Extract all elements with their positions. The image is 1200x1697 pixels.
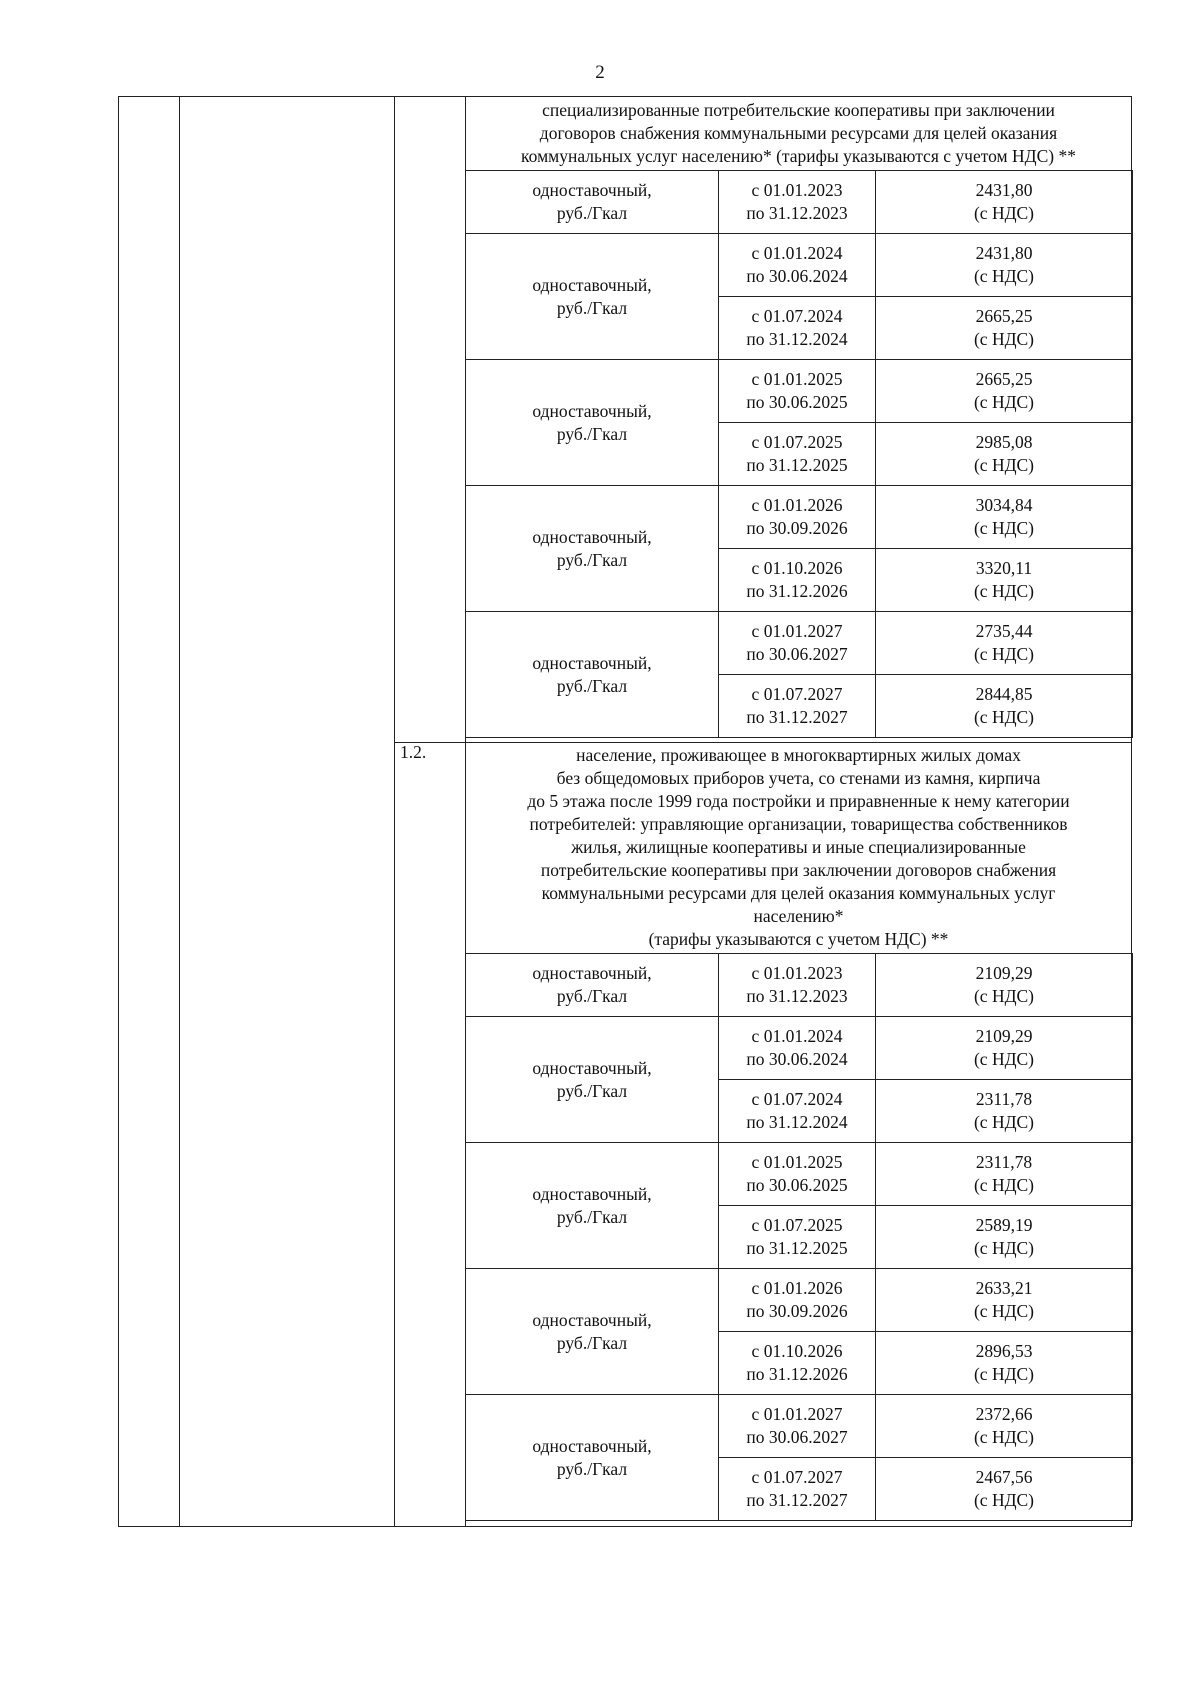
table-row xyxy=(466,486,1133,549)
period-from: с 01.07.2027 xyxy=(751,1467,843,1487)
tariff-value: 2896,53 xyxy=(975,1341,1033,1361)
tariff-value-cell xyxy=(876,1080,1133,1143)
table-row xyxy=(466,954,1133,1017)
section-header-line: коммунальными ресурсами для целей оказания коммунальных услуг xyxy=(541,883,1056,903)
period-cell xyxy=(719,297,876,360)
period-cell xyxy=(719,549,876,612)
tariff-value: 2589,19 xyxy=(975,1215,1033,1235)
vat-note: (с НДС) xyxy=(973,266,1035,286)
period-to: по 31.12.2024 xyxy=(746,329,848,349)
period-to: по 31.12.2027 xyxy=(746,707,848,727)
period-cell xyxy=(719,612,876,675)
period-to: по 30.09.2026 xyxy=(746,518,848,538)
period-to: по 30.06.2027 xyxy=(746,1427,848,1447)
vat-note: (с НДС) xyxy=(973,329,1035,349)
period-to: по 30.06.2024 xyxy=(746,266,848,286)
rate-type-label: одноставочный, xyxy=(532,274,652,295)
rate-type-cell xyxy=(466,612,719,738)
vat-note: (с НДС) xyxy=(973,518,1035,538)
tariff-section-1 xyxy=(465,96,1132,743)
period-from: с 01.01.2027 xyxy=(751,1404,843,1424)
section-header-line: специализированные потребительские кооперативы при заключении xyxy=(542,100,1055,120)
period-from: с 01.01.2023 xyxy=(751,180,843,200)
period-cell xyxy=(719,360,876,423)
period-from: с 01.07.2025 xyxy=(751,1215,843,1235)
period-cell xyxy=(719,486,876,549)
tariff-value: 2431,80 xyxy=(975,180,1033,200)
rate-type-cell xyxy=(466,1143,719,1269)
period-to: по 31.12.2025 xyxy=(746,1238,848,1258)
period-cell xyxy=(719,1143,876,1206)
tariff-value: 3320,11 xyxy=(975,558,1033,578)
vat-note: (с НДС) xyxy=(973,1490,1035,1510)
period-to: по 30.06.2024 xyxy=(746,1049,848,1069)
vat-note: (с НДС) xyxy=(973,1427,1035,1447)
tariff-value: 2633,21 xyxy=(975,1278,1033,1298)
tariff-value: 2372,66 xyxy=(975,1404,1033,1424)
page-number: 2 xyxy=(595,62,605,83)
period-from: с 01.07.2024 xyxy=(751,1089,843,1109)
period-cell xyxy=(719,954,876,1017)
period-to: по 31.12.2024 xyxy=(746,1112,848,1132)
tariff-value-cell xyxy=(876,1143,1133,1206)
tariff-value: 2844,85 xyxy=(975,684,1033,704)
rate-type-label: одноставочный, xyxy=(532,400,652,421)
period-cell xyxy=(719,1080,876,1143)
vat-note: (с НДС) xyxy=(973,203,1035,223)
tariff-value-cell xyxy=(876,1395,1133,1458)
unit-label: руб./Гкал xyxy=(556,549,628,570)
unit-label: руб./Гкал xyxy=(556,1080,628,1101)
vat-note: (с НДС) xyxy=(973,1301,1035,1321)
period-cell xyxy=(719,1017,876,1080)
period-from: с 01.07.2025 xyxy=(751,432,843,452)
tariff-value-cell xyxy=(876,1458,1133,1521)
section-header-line: жилья, жилищные кооперативы и иные специализированные xyxy=(571,837,1026,857)
period-from: с 01.01.2026 xyxy=(751,495,843,515)
tariff-value: 2109,29 xyxy=(975,1026,1033,1046)
period-to: по 30.06.2027 xyxy=(746,644,848,664)
rate-type-cell xyxy=(466,486,719,612)
tariff-value-cell xyxy=(876,486,1133,549)
tariff-table xyxy=(465,953,1133,1521)
period-cell xyxy=(719,675,876,738)
period-cell xyxy=(719,1458,876,1521)
unit-label: руб./Гкал xyxy=(556,297,628,318)
period-from: с 01.01.2024 xyxy=(751,1026,843,1046)
section-header-line: договоров снабжения коммунальными ресурсами для целей оказания xyxy=(539,123,1058,143)
vat-note: (с НДС) xyxy=(973,1112,1035,1132)
unit-label: руб./Гкал xyxy=(556,423,628,444)
vat-note: (с НДС) xyxy=(973,1175,1035,1195)
vat-note: (с НДС) xyxy=(973,644,1035,664)
table-row xyxy=(466,360,1133,423)
rate-type-cell xyxy=(466,171,719,234)
column-divider xyxy=(179,96,180,1527)
rate-type-cell xyxy=(466,1017,719,1143)
unit-label: руб./Гкал xyxy=(556,1458,628,1479)
tariff-value: 2311,78 xyxy=(975,1152,1033,1172)
period-from: с 01.01.2025 xyxy=(751,369,843,389)
section-header-line: потребительские кооперативы при заключении договоров снабжения xyxy=(540,860,1057,880)
period-to: по 30.09.2026 xyxy=(746,1301,848,1321)
rate-type-label: одноставочный, xyxy=(532,963,652,983)
tariff-table xyxy=(465,170,1133,738)
tariff-value: 2665,25 xyxy=(975,369,1033,389)
table-row xyxy=(466,234,1133,297)
rate-type-label: одноставочный, xyxy=(532,1057,652,1078)
period-to: по 31.12.2023 xyxy=(746,986,848,1006)
rate-type-label: одноставочный, xyxy=(532,526,652,547)
period-from: с 01.07.2027 xyxy=(751,684,843,704)
rate-type-cell xyxy=(466,1395,719,1521)
rate-type-cell xyxy=(466,1269,719,1395)
period-from: с 01.01.2025 xyxy=(751,1152,843,1172)
unit-label: руб./Гкал xyxy=(556,1332,628,1353)
period-from: с 01.01.2027 xyxy=(751,621,843,641)
table-row xyxy=(466,1395,1133,1458)
tariff-value-cell xyxy=(876,171,1133,234)
vat-note: (с НДС) xyxy=(973,392,1035,412)
section-header-line: коммунальных услуг населению* (тарифы указываются с учетом НДС) ** xyxy=(521,146,1076,166)
table-row xyxy=(466,171,1133,234)
unit-label: руб./Гкал xyxy=(556,1206,628,1227)
tariff-value-cell xyxy=(876,675,1133,738)
tariff-value-cell xyxy=(876,1206,1133,1269)
section-header xyxy=(465,744,1132,951)
rate-type-cell xyxy=(466,234,719,360)
unit-label: руб./Гкал xyxy=(556,986,628,1006)
period-from: с 01.07.2024 xyxy=(751,306,843,326)
period-cell xyxy=(719,171,876,234)
table-row xyxy=(466,1269,1133,1332)
rate-type-label: одноставочный, xyxy=(532,652,652,673)
unit-label: руб./Гкал xyxy=(556,675,628,696)
period-to: по 31.12.2025 xyxy=(746,455,848,475)
period-to: по 30.06.2025 xyxy=(746,1175,848,1195)
period-from: с 01.01.2026 xyxy=(751,1278,843,1298)
tariff-value-cell xyxy=(876,549,1133,612)
rate-type-label: одноставочный, xyxy=(532,180,652,200)
vat-note: (с НДС) xyxy=(973,455,1035,475)
period-from: с 01.10.2026 xyxy=(751,1341,843,1361)
period-cell xyxy=(719,1269,876,1332)
rate-type-cell xyxy=(466,360,719,486)
period-to: по 31.12.2027 xyxy=(746,1490,848,1510)
tariff-value-cell xyxy=(876,1017,1133,1080)
table-row xyxy=(466,1143,1133,1206)
tariff-value: 2467,56 xyxy=(975,1467,1033,1487)
unit-label: руб./Гкал xyxy=(556,203,628,223)
tariff-value: 2311,78 xyxy=(975,1089,1033,1109)
period-from: с 01.01.2023 xyxy=(751,963,843,983)
period-to: по 31.12.2026 xyxy=(746,581,848,601)
tariff-value: 2109,29 xyxy=(975,963,1033,983)
tariff-value-cell xyxy=(876,297,1133,360)
table-row xyxy=(466,1017,1133,1080)
period-cell xyxy=(719,1395,876,1458)
section-number: 1.2. xyxy=(400,742,427,762)
vat-note: (с НДС) xyxy=(973,1364,1035,1384)
tariff-value-cell xyxy=(876,1332,1133,1395)
vat-note: (с НДС) xyxy=(973,581,1035,601)
period-from: с 01.10.2026 xyxy=(751,558,843,578)
tariff-value: 2431,80 xyxy=(975,243,1033,263)
period-from: с 01.01.2024 xyxy=(751,243,843,263)
period-to: по 31.12.2026 xyxy=(746,1364,848,1384)
tariff-value-cell xyxy=(876,234,1133,297)
period-cell xyxy=(719,234,876,297)
table-row xyxy=(466,612,1133,675)
tariff-value: 2665,25 xyxy=(975,306,1033,326)
vat-note: (с НДС) xyxy=(973,707,1035,727)
rate-type-cell xyxy=(466,954,719,1017)
tariff-value: 3034,84 xyxy=(975,495,1033,515)
tariff-value: 2985,08 xyxy=(975,432,1033,452)
section-header-line: населению* xyxy=(753,906,844,926)
section-header-line: потребителей: управляющие организации, товарищества собственников xyxy=(529,814,1068,834)
tariff-value-cell xyxy=(876,360,1133,423)
vat-note: (с НДС) xyxy=(973,986,1035,1006)
column-divider xyxy=(394,96,395,1527)
section-header-line: без общедомовых приборов учета, со стенами из камня, кирпича xyxy=(556,768,1041,788)
rate-type-label: одноставочный, xyxy=(532,1435,652,1456)
period-cell xyxy=(719,1206,876,1269)
tariff-value-cell xyxy=(876,1269,1133,1332)
section-header-line: до 5 этажа после 1999 года постройки и приравненные к нему категории xyxy=(527,791,1070,811)
period-cell xyxy=(719,423,876,486)
rate-type-label: одноставочный, xyxy=(532,1183,652,1204)
period-cell xyxy=(719,1332,876,1395)
rate-type-label: одноставочный, xyxy=(532,1309,652,1330)
section-header-line: население, проживающее в многоквартирных жилых домах xyxy=(576,745,1021,765)
period-to: по 31.12.2023 xyxy=(746,203,848,223)
period-to: по 30.06.2025 xyxy=(746,392,848,412)
tariff-value-cell xyxy=(876,423,1133,486)
tariff-value: 2735,44 xyxy=(975,621,1033,641)
section-header-line: (тарифы указываются с учетом НДС) ** xyxy=(648,929,949,949)
tariff-section-2 xyxy=(465,743,1132,1527)
section-header xyxy=(465,99,1132,168)
tariff-value-cell xyxy=(876,612,1133,675)
tariff-value-cell xyxy=(876,954,1133,1017)
vat-note: (с НДС) xyxy=(973,1238,1035,1258)
vat-note: (с НДС) xyxy=(973,1049,1035,1069)
